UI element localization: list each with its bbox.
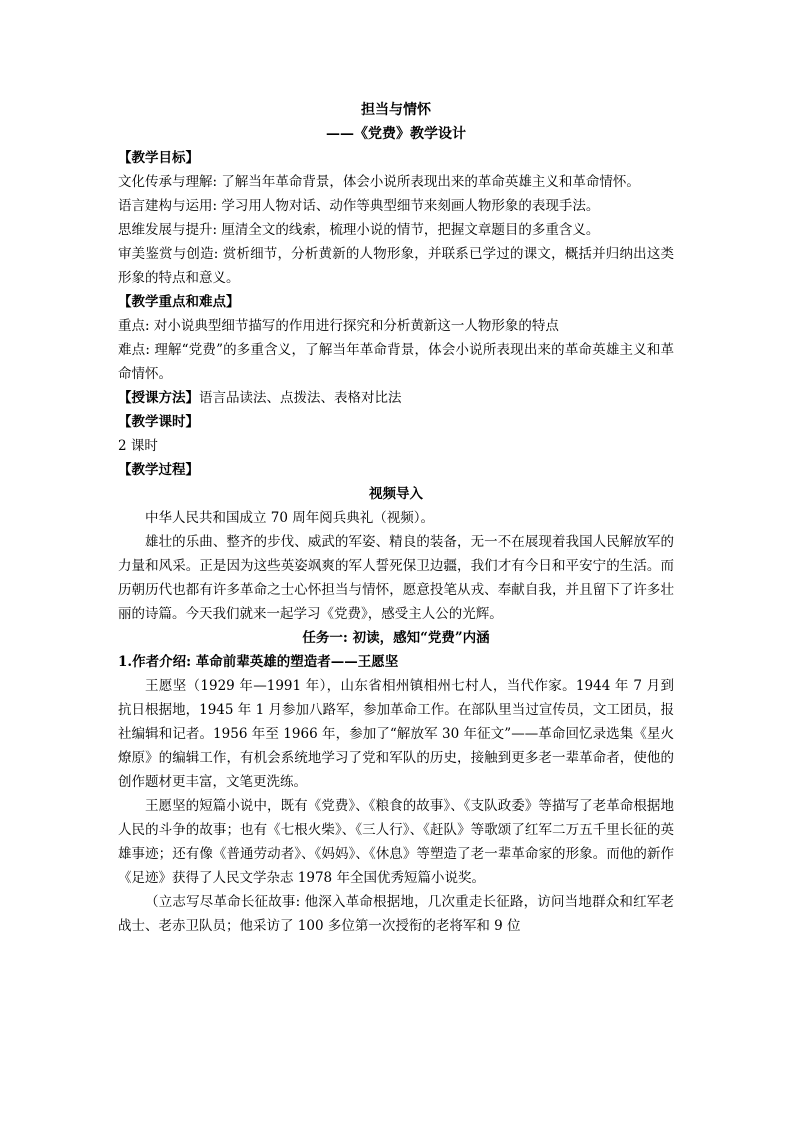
goals-header: 【教学目标】 (118, 150, 199, 166)
goal-culture: 文化传承与理解: 了解当年革命背景，体会小说所表现出来的革命英雄主义和革命情怀。 (118, 174, 640, 190)
author-heading: 1.作者介绍: 革命前辈英雄的塑造者——王愿坚 (118, 654, 399, 670)
goal-thinking: 思维发展与提升: 厘清全文的线索，梳理小说的情节，把握文章题目的多重含义。 (118, 222, 600, 238)
method-header: 【授课方法】 (118, 390, 199, 406)
document-body (118, 98, 674, 938)
method-text: 语言品读法、点拨法、表格对比法 (199, 390, 402, 406)
hours-text: 2 课时 (118, 438, 158, 454)
author-paragraph-2: 王愿坚的短篇小说中，既有《党费》、《粮食的故事》、《支队政委》等描写了老革命根据地人民的斗争的故事；也有《七根火柴》、《三人行》、《赶队》等歌颂了红军二万五千里长征的英雄事迹；还有像《普通劳动者》、《妈妈》、《休息》等塑造了老一辈革命家的形象。而他的新作《足迹》获得了人民文学杂志 1978 年全国优秀短篇小说奖。 (118, 798, 674, 886)
author-paragraph-3: （立志写尽革命长征故事: 他深入革命根据地，几次重走长征路，访问当地群众和红军老战士、老赤卫队员；他采访了 100 多位第一次授衔的老将军和 9 位 (118, 894, 674, 934)
intro-paragraph-2: 雄壮的乐曲、整齐的步伐、威武的军姿、精良的装备，无一不在展现着我国人民解放军的力量和风采。正是因为这些英姿飒爽的军人誓死保卫边疆，我们才有今日和平安宁的生活。而历朝历代也都有许多革命之士心怀担当与情怀，愿意投笔从戎、奉献自我，并且留下了许多壮丽的诗篇。今天我们就来一起学习《党费》，感受主人公的光辉。 (118, 534, 674, 622)
method-line (118, 386, 674, 410)
goal-language: 语言建构与运用: 学习用人物对话、动作等典型细节来刻画人物形象的表现手法。 (118, 198, 600, 214)
hours-header: 【教学课时】 (118, 414, 199, 430)
doc-title: 担当与情怀 (361, 102, 431, 118)
intro-title: 视频导入 (369, 486, 423, 502)
key-point: 重点: 对小说典型细节描写的作用进行探究和分析黄新这一人物形象的特点 (118, 318, 559, 334)
task1-title: 任务一: 初读，感知“党费”内涵 (302, 630, 490, 646)
intro-paragraph-1: 中华人民共和国成立 70 周年阅兵典礼（视频）。 (145, 510, 435, 526)
difficulty: 难点: 理解“党费”的多重含义，了解当年革命背景，体会小说所表现出来的革命英雄主义和革命情怀。 (118, 342, 674, 382)
process-header: 【教学过程】 (118, 462, 199, 478)
author-paragraph-1: 王愿坚（1929 年—1991 年），山东省相州镇相州七村人，当代作家。1944 年 7 月到抗日根据地，1945 年 1 月参加八路军，参加革命工作。在部队里当过宣传员，文工团员，报社编辑和记者。1956 年至 1966 年，参加了“解放军 30 年征文”——革命回忆录选集《星火燎原》的编辑工作，有机会系统地学习了党和军队的历史，接触到更多老一辈革命者，使他的创作题材更丰富，文笔更洗练。 (118, 678, 674, 790)
doc-subtitle: ——《党费》教学设计 (326, 126, 466, 142)
goal-aesthetic: 审美鉴赏与创造: 赏析细节，分析黄新的人物形象，并联系已学过的课文，概括并归纳出这类形象的特点和意义。 (118, 246, 674, 286)
key-difficulty-header: 【教学重点和难点】 (118, 294, 240, 310)
